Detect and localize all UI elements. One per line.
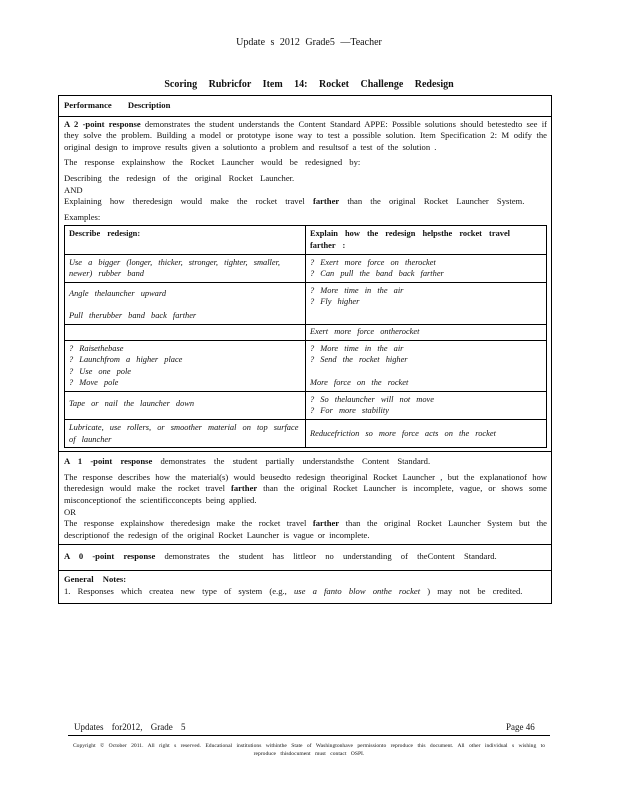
- general-notes-header: [64, 574, 547, 586]
- two-point-farther: farther: [312, 196, 340, 207]
- two-point-and: AND: [64, 184, 83, 195]
- note-text-b: ) may not be credited.: [427, 585, 523, 596]
- zero-point-text: demonstrates the student has littleor no understanding of theContent Standard.: [164, 551, 497, 562]
- examples-label: Examples:: [64, 211, 101, 222]
- zero-point-lead: A 0 -point response: [64, 551, 156, 562]
- one-point-paragraph-b: than the original Rocket Launcher is incomplete, vague, or shows some misconceptionof the scientificconcepts being applied.: [64, 483, 547, 506]
- example-explain: [306, 324, 547, 340]
- example-text: ? Can pull the band back farther: [310, 269, 444, 279]
- two-point-explains: The response explainshow the Rocket Launcher would be redesigned by:: [64, 157, 361, 168]
- note-text-a: 1. Responses which createa new type of system (e.g.,: [64, 585, 287, 596]
- examples-header-row: [65, 226, 547, 254]
- example-text: ? Launchfrom a higher place: [69, 355, 183, 365]
- one-point-alt-paragraph: [64, 518, 547, 541]
- two-point-text: demonstrates the student understands the Content Standard APPE: Possible solutions should betestedto see if they solve the problem. Building a model or prototype isone way to test a possible solution. Item Specification 2: M odify the original design to improve results given a solutionto a problem and resultsof a test of the solution .: [64, 118, 547, 152]
- example-text: ? Move pole: [69, 378, 119, 388]
- example-explain: [306, 340, 547, 391]
- general-note-item: [64, 586, 547, 598]
- example-row: [65, 420, 547, 448]
- example-text: ? More time in the air: [310, 285, 404, 295]
- two-point-explaining: [64, 196, 547, 208]
- one-point-alt-b: than the original Rocket Launcher System but the descriptionof the redesign of the original Rocket Launcher is vague or incomplete.: [64, 518, 547, 540]
- two-point-lead: A 2 -point response: [64, 118, 141, 129]
- one-point-paragraph-a: The response describes how the material(s) would beusedto redesign theoriginal Rocket Launcher , but the explanationof how theredesign would make the rocket travel: [64, 471, 547, 494]
- example-row: [65, 254, 547, 282]
- example-explain: [306, 254, 547, 282]
- document-title: Scoring Rubricfor Item 14: Rocket Challenge Redesign: [164, 79, 454, 90]
- example-text: ? Fly higher: [310, 297, 360, 307]
- one-point-description: [64, 456, 547, 468]
- example-text: Tape or nail the launcher down: [69, 398, 195, 408]
- example-text: ? More time in the air: [310, 343, 404, 353]
- one-point-alt-a: The response explainshow theredesign make the rocket travel: [64, 518, 307, 529]
- explain-header: Explain how the redesign helpsthe rocket travel farther :: [306, 226, 547, 254]
- copyright-notice: Copyright © October 2011. All right s reserved. Educational institutions withinthe State of Washingtonhave permissionto reproduce this document. All other individual s wishing to reproduce thisdocument must contact OSPI.: [72, 743, 546, 757]
- examples-table: [64, 225, 547, 448]
- example-text: Angle thelauncher upward: [69, 288, 167, 298]
- two-point-explaining-a: Explaining how theredesign would make the rocket travel: [64, 196, 305, 207]
- one-point-or: OR: [64, 506, 76, 517]
- note-example: use a fanto blow onthe rocket: [293, 585, 421, 596]
- example-text: ? So thelauncher will not move: [310, 394, 434, 404]
- example-text: Use a bigger (longer, thicker, stronger, tighter, smaller, newer) rubber band: [69, 257, 280, 279]
- zero-point-section: [59, 545, 551, 571]
- two-point-section: [59, 117, 551, 453]
- rubric-header-row: [59, 96, 551, 117]
- example-describe: [65, 391, 306, 419]
- example-text: Reducefriction so more force acts on the rocket: [310, 428, 496, 438]
- example-row: [65, 282, 547, 324]
- example-explain: [306, 420, 547, 448]
- example-text: Lubricate, use rollers, or smoother material on top surface of launcher: [69, 423, 299, 444]
- one-point-text: demonstrates the student partially understandsthe Content Standard.: [160, 456, 431, 467]
- example-explain: [306, 282, 547, 324]
- example-describe: [65, 254, 306, 282]
- page-number: Page 46: [506, 722, 535, 732]
- example-row: [65, 391, 547, 419]
- example-text: More force on the rocket: [310, 377, 409, 387]
- example-text: Exert more force ontherocket: [310, 326, 420, 336]
- example-text: ? Raisethebase: [69, 343, 124, 353]
- one-point-lead: A 1 -point response: [64, 456, 153, 467]
- two-point-description: [64, 119, 547, 154]
- page-header: Update s 2012 Grade5 —Teacher: [236, 37, 382, 48]
- one-point-section: [59, 452, 551, 545]
- describe-header: Describe redesign:: [65, 226, 306, 254]
- example-text: Pull therubber band back farther: [69, 311, 197, 321]
- example-describe: [65, 324, 306, 340]
- example-text: ? Exert more force on therocket: [310, 257, 436, 267]
- rubric-header: Performance Description: [64, 100, 171, 110]
- two-point-describing: Describing the redesign of the original Rocket Launcher.: [64, 172, 295, 183]
- footer-divider: [68, 735, 550, 736]
- general-notes-title: General Notes:: [64, 574, 127, 584]
- zero-point-description: [64, 551, 547, 563]
- rubric-table: [58, 95, 552, 604]
- one-point-alt-farther: farther: [312, 518, 340, 529]
- one-point-farther: farther: [230, 483, 258, 494]
- example-text: ? For more stability: [310, 406, 389, 416]
- example-row: [65, 340, 547, 391]
- example-describe: [65, 340, 306, 391]
- two-point-explaining-b: than the original Rocket Launcher System.: [347, 196, 525, 207]
- example-text: ? Send the rocket higher: [310, 355, 408, 365]
- example-describe: [65, 420, 306, 448]
- example-row: [65, 324, 547, 340]
- footer-left: Updates for2012, Grade 5: [74, 722, 186, 732]
- example-text: ? Use one pole: [69, 366, 132, 376]
- general-notes-section: [59, 571, 551, 603]
- example-explain: [306, 391, 547, 419]
- one-point-paragraph: [64, 472, 547, 507]
- example-describe: [65, 282, 306, 324]
